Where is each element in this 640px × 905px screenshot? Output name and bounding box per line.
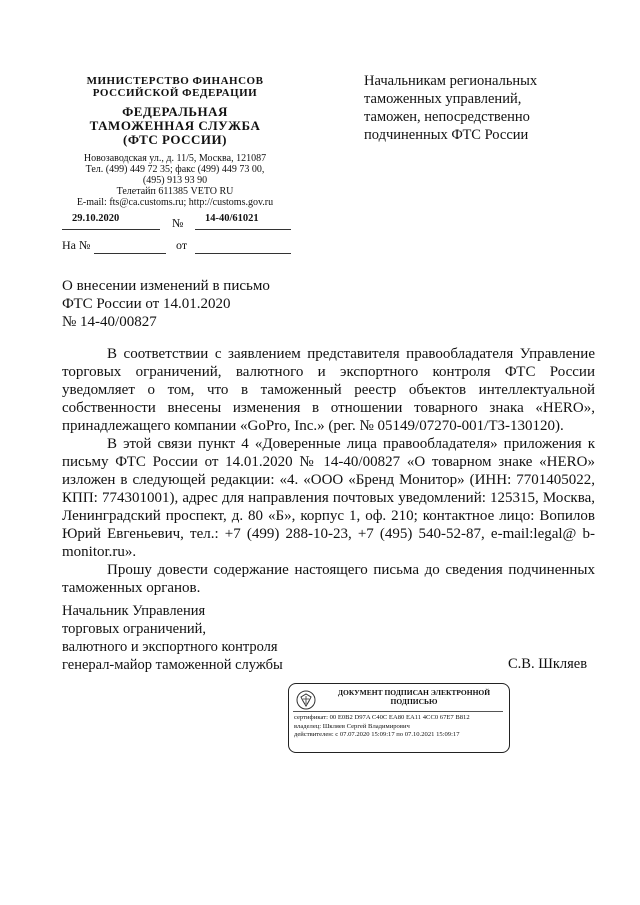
address-line-4: Телетайп 611385 VETO RU <box>116 186 234 197</box>
address-line-3: (495) 913 93 90 <box>142 175 208 186</box>
reference-label: На № <box>62 238 91 252</box>
signatory-title-line-2: торговых ограничений, <box>62 621 206 637</box>
reference-from-underline <box>195 253 291 254</box>
subject-line-3: № 14-40/00827 <box>62 314 157 330</box>
service-line-2: ТАМОЖЕННАЯ СЛУЖБА <box>89 118 261 133</box>
e-signature-divider <box>293 711 503 712</box>
addressee-block <box>364 72 537 144</box>
date-underline <box>62 229 160 230</box>
addressee-line-1: Начальникам региональных <box>364 73 538 89</box>
address-line-5: E-mail: fts@ca.customs.ru; http://customs.gov.ru <box>76 197 274 208</box>
subject-line-1: О внесении изменений в письмо <box>62 278 270 294</box>
e-signature-heading-line-2: ПОДПИСЬЮ <box>390 697 438 706</box>
subject-block <box>62 277 270 331</box>
number-label: № <box>172 216 184 230</box>
e-signature-details <box>294 714 504 740</box>
reference-underline <box>94 253 166 254</box>
service-name <box>60 105 290 147</box>
signatory-title-line-1: Начальник Управления <box>62 603 206 619</box>
body-paragraph-2: В этой связи пункт 4 «Доверенные лица правообладателя» приложения к письму ФТС России от 14.01.2020 № 14-40/00827 «О товарном знаке «HERO» изложен в следующей редакции: «4. «ООО «Бренд Монитор» (ИНН: 7701405022, КПП: 774301001), адрес для направления почтовых уведомлений: 125315, Москва, Ленинградский проспект, д. 80 «Б», корпус 1, оф. 210; контактное лицо: Вопилов Юрий Евгеньевич, тел.: +7 (499) 288-10-23, +7 (495) 540-52-87, e-mail:legal@ b-monitor.ru». <box>62 436 595 560</box>
addressee-line-4: подчиненных ФТС России <box>364 127 529 143</box>
e-signature-validity: действителен: с 07.07.2020 15:09:17 по 07.10.2021 15:09:17 <box>294 731 460 738</box>
ministry-name <box>60 75 290 99</box>
addressee-line-3: таможен, непосредственно <box>364 109 530 125</box>
letter-date: 29.10.2020 <box>72 213 120 224</box>
ministry-line-1: МИНИСТЕРСТВО ФИНАНСОВ <box>86 75 264 87</box>
emblem-icon <box>295 689 317 711</box>
body-paragraph-3: Прошу довести содержание настоящего письма до сведения подчиненных таможенных органов. <box>62 562 595 596</box>
reference-from-label: от <box>176 238 188 252</box>
address-line-1: Новозаводская ул., д. 11/5, Москва, 121087 <box>83 153 267 164</box>
e-signature-heading-line-1: ДОКУМЕНТ ПОДПИСАН ЭЛЕКТРОННОЙ <box>337 688 491 697</box>
signatory-title-line-4: генерал-майор таможенной службы <box>62 657 283 673</box>
e-signature-heading <box>323 688 505 706</box>
address-line-2: Тел. (499) 449 72 35; факс (499) 449 73 00, <box>85 164 265 175</box>
signatory-title <box>62 602 283 674</box>
e-signature-owner: владелец: Шкляев Сергей Владимирович <box>294 722 410 730</box>
signatory-title-line-3: валютного и экспортного контроля <box>62 639 278 655</box>
signatory-name: С.В. Шкляев <box>508 656 588 672</box>
service-line-3: (ФТС РОССИИ) <box>123 132 227 147</box>
number-underline <box>195 229 291 230</box>
subject-line-2: ФТС России от 14.01.2020 <box>62 296 231 312</box>
body-paragraph-1: В соответствии с заявлением представителя правообладателя Управление торговых ограничений, валютного и экспортного контроля ФТС России уведомляет о том, что в таможенный реестр объектов интеллектуальной собственности внесены изменения в отношении товарного знака «HERO», принадлежащего компании «GoPro, Inc.» (рег. № 05149/07270-001/ТЗ-130120). <box>62 346 595 434</box>
addressee-line-2: таможенных управлений, <box>364 91 522 107</box>
service-address <box>55 153 295 208</box>
letter-number: 14-40/61021 <box>205 213 259 224</box>
letter-body <box>62 345 595 597</box>
ministry-line-2: РОССИЙСКОЙ ФЕДЕРАЦИИ <box>92 87 258 99</box>
service-line-1: ФЕДЕРАЛЬНАЯ <box>122 104 228 119</box>
e-signature-certificate: сертификат: 00 E0B2 D97A C40C EA80 EA11 4CC0 67E7 B812 <box>294 714 470 721</box>
e-signature-stamp <box>288 683 510 753</box>
